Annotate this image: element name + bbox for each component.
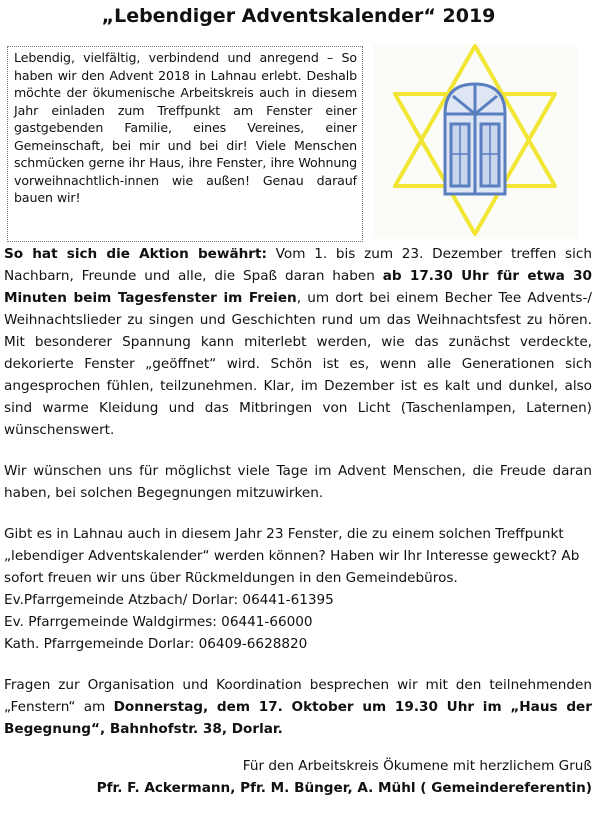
paragraph-action-lead: So hat sich die Aktion bewährt: bbox=[4, 246, 267, 262]
main-body bbox=[4, 243, 592, 799]
paragraph-meeting-text: Fragen zur Organisation und Koordination besprechen wir mit den teilnehmenden „Fenstern“ am bbox=[4, 677, 592, 715]
paragraph-call-text: Gibt es in Lahnau auch in diesem Jahr 23 Fenster, die zu einem solchen Treffpunkt „lebendiger Adventskalender“ werden können? Haben wir Ihr Interesse geweckt? Ab sofort freuen wir uns über Rückmeldungen in den Gemeindebüros. bbox=[4, 526, 580, 586]
paragraph-action bbox=[4, 243, 592, 441]
contact-atzbach-dorlar: Ev.Pfarrgemeinde Atzbach/ Dorlar: 06441-61395 bbox=[4, 592, 334, 608]
window-drawing bbox=[445, 84, 505, 194]
paragraph-call bbox=[4, 523, 592, 655]
contact-kath-dorlar: Kath. Pfarrgemeinde Dorlar: 06409-6628820 bbox=[4, 636, 308, 652]
paragraph-wish: Wir wünschen uns für möglichst viele Tage im Advent Menschen, die Freude daran haben, bei solchen Begegnungen mitzuwirken. bbox=[4, 463, 592, 501]
intro-text-box bbox=[7, 46, 363, 242]
advent-star-illustration bbox=[373, 44, 578, 238]
document-title: „Lebendiger Adventskalender“ 2019 bbox=[101, 5, 496, 27]
intro-text: Lebendig, vielfältig, verbindend und anregend – So haben wir den Advent 2018 in Lahnau erlebt. Deshalb möchte der ökumenische Arbeitskreis auch in diesem Jahr einladen zum Treffpunkt am Fenster einer gastgebenden Familie, eines Vereines, einer Gemeinschaft, bei mir und bei dir! Viele Menschen schmücken gerne ihr Haus, ihre Fenster, ihre Wohnung vorweihnachtlich-innen wie außen! Genau darauf bauen wir! bbox=[14, 50, 357, 205]
signature-block bbox=[4, 755, 592, 799]
signature-greeting: Für den Arbeitskreis Ökumene mit herzlichem Gruß bbox=[242, 758, 592, 774]
signature-names: Pfr. F. Ackermann, Pfr. M. Bünger, A. Mühl ( Gemeindereferentin) bbox=[96, 780, 592, 796]
paragraph-action-text1: Vom 1. bis zum 23. Dezember treffen sich Nachbarn, Freunde und alle, die Spaß daran haben bbox=[4, 246, 592, 284]
star-with-window-icon bbox=[373, 44, 578, 238]
paragraph-meeting-date: Donnerstag, dem 17. Oktober um 19.30 Uhr im „Haus der Begegnung“, Bahnhofstr. 38, Dorlar. bbox=[4, 699, 592, 737]
paragraph-action-text2: , um dort bei einem Becher Tee Advents-/ Weihnachtslieder zu singen und Geschichten rund um das Weihnachtsfest zu hören. Mit besonderer Spannung kann miterlebt werden, wie das zunächst verdeckte, dekorierte Fenster „geöffnet“ wird. Schön ist es, wenn alle Generationen sich angesprochen fühlen, teilzunehmen. Klar, im Dezember ist es kalt und dunkel, also sind warme Kleidung und das Mitbringen von Licht (Taschenlampen, Laternen) wünschenswert. bbox=[4, 290, 593, 438]
contact-waldgirmes: Ev. Pfarrgemeinde Waldgirmes: 06441-66000 bbox=[4, 614, 313, 630]
paragraph-meeting bbox=[4, 674, 592, 740]
paragraph-action-time: ab 17.30 Uhr für etwa 30 Minuten beim Tagesfenster im Freien bbox=[4, 268, 592, 306]
